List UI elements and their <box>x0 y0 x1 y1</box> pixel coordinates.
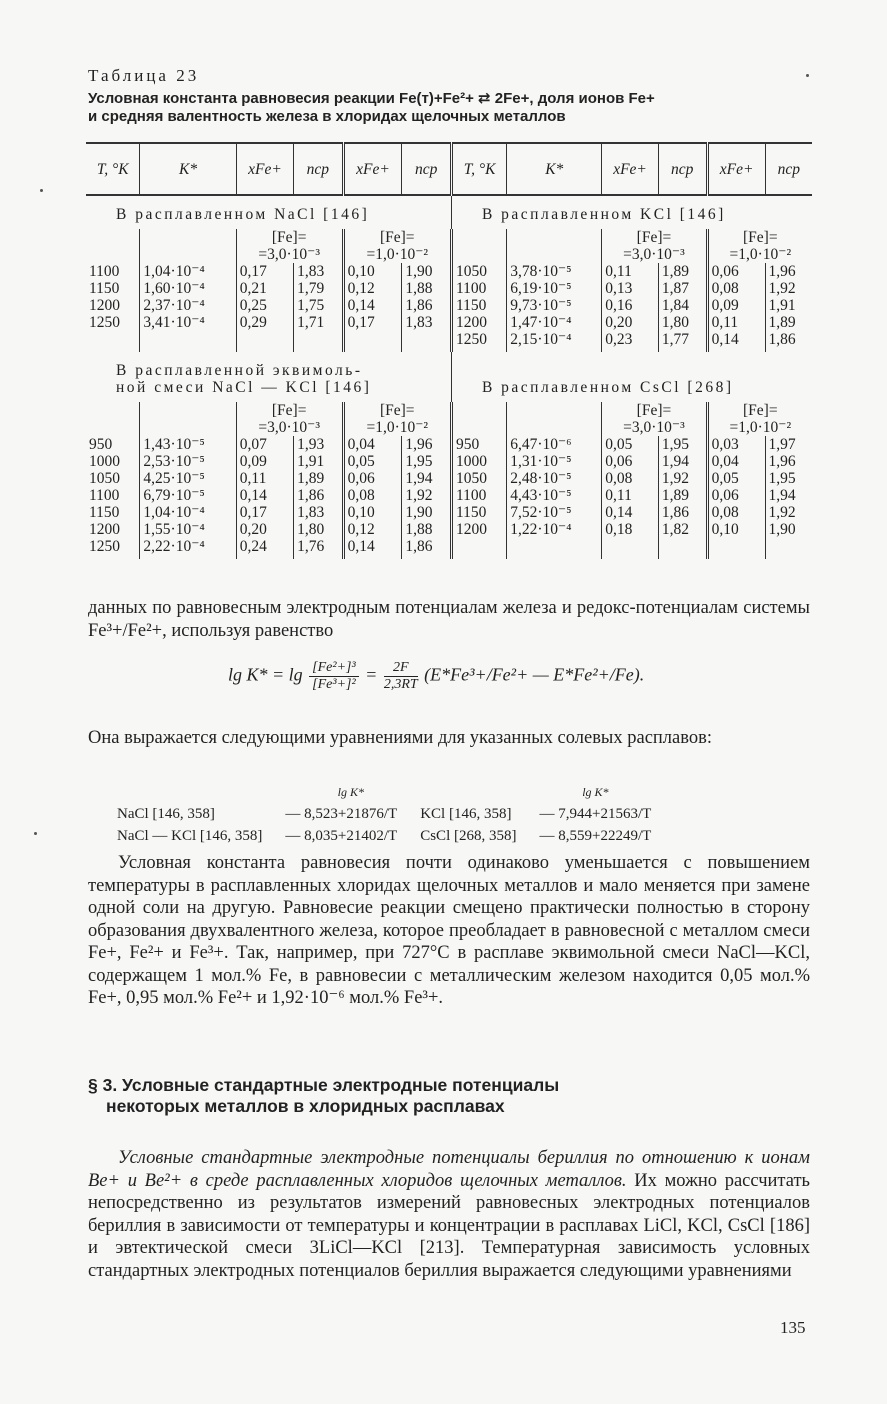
table-cell: 1,79 <box>294 280 344 297</box>
table-cell: 1200 <box>89 297 120 314</box>
table-cell: 6,47·10⁻⁶ <box>507 436 602 453</box>
empty-cell <box>507 419 602 436</box>
table-cell: 1150 <box>89 280 120 297</box>
table-cell: 0,14 <box>343 297 402 314</box>
equation-rhs: (E*Fe³+/Fe²+ — E*Fe²+/Fe). <box>424 664 645 685</box>
table-cell: 1,84 <box>658 297 707 314</box>
concentration-label: =1,0·10⁻² <box>707 246 812 263</box>
paragraph-2: Она выражается следующими уравнениями для указанных солевых расплавов: <box>88 728 712 748</box>
table-cell: 0,05 <box>343 453 402 470</box>
empty-cell <box>451 229 506 246</box>
table-row <box>86 331 812 352</box>
fraction-2 <box>384 660 418 693</box>
table-cell: 1,31·10⁻⁵ <box>507 453 602 470</box>
table-cell: 1,89 <box>765 314 812 331</box>
table-cell: 1,96 <box>402 436 452 453</box>
table-cell: 4,43·10⁻⁵ <box>507 487 602 504</box>
table-cell: 1,86 <box>294 487 344 504</box>
table-cell: 0,05 <box>707 470 765 487</box>
table-cell <box>707 538 765 559</box>
table-cell: 0,08 <box>707 280 765 297</box>
table-header-cell: xFe+ <box>707 143 765 195</box>
table-cell: 1,71 <box>294 314 344 331</box>
table-cell <box>86 331 140 352</box>
table-cell: 1150 <box>451 297 506 314</box>
paragraph-4-rest: Их можно рассчитать непосредственно из результатов измерений равновесных электродных потенциалов бериллия в зависимости от температуры и концентрации в расплавах LiCl, KCl, CsCl [186] и эвтектической смеси 3LiCl—KCl [213]. Температурная зависимость условных стандартных электродных потенциалов бериллия выражается следующими уравнениями <box>88 1170 810 1281</box>
table-cell: 0,17 <box>343 314 402 331</box>
table-cell: 1,60·10⁻⁴ <box>140 280 236 297</box>
concentration-label: [Fe]= <box>602 402 707 419</box>
fraction-2-numerator: 2F <box>384 660 418 677</box>
table-cell: 1000 <box>451 453 506 470</box>
table-row <box>86 504 812 521</box>
paragraph-3: Условная константа равновесия почти одинаково уменьшается с повышением температуры в расплавленных хлоридах щелочных металлов и мало меняется при замене одной соли на другую. Равновесие реакции смещено практически полностью в сторону образования двухвалентного железа, которое преобладает в равновесной с металлом смеси Fe+, Fe²+ и Fe³+. Так, например, при 727°C в расплаве эквимольной смеси NaCl—KCl, содержащем 1 мол.% Fe, в равновесии с металлическим железом находится 0,05 мол.% Fe+, 0,95 мол.% Fe²+ и 1,92·10⁻⁶ мол.% Fe³+. <box>88 853 810 1008</box>
concentration-label: [Fe]= <box>236 229 343 246</box>
section-title-left: В расплавленной эквимоль- ной смеси NaCl — KCl [146] <box>116 362 372 396</box>
section-title-right: В расплавленном CsCl [268] <box>451 352 812 402</box>
concentration-label: =3,0·10⁻³ <box>602 246 707 263</box>
table-cell <box>507 538 602 559</box>
section-title-right: В расплавленном KCl [146] <box>451 195 812 229</box>
paragraph-4-italic: Условные стандартные электродные потенциалы бериллия по отношению к ионам Be+ и Be²+ в среде расплавленных хлоридов щелочных металлов. <box>88 1148 810 1191</box>
table-row <box>86 263 812 280</box>
table-cell: 1100 <box>451 280 506 297</box>
fraction-1-denominator: [Fe³+]² <box>312 677 356 692</box>
table-cell: 1,86 <box>402 297 452 314</box>
eq-table-header-left: lg K* <box>337 785 364 799</box>
table-cell: 0,07 <box>236 436 293 453</box>
empty-cell <box>451 419 506 436</box>
concentration-label: =3,0·10⁻³ <box>236 419 343 436</box>
table-cell: 950 <box>89 436 113 453</box>
empty-cell <box>86 419 140 436</box>
table-cell: 2,22·10⁻⁴ <box>140 538 236 559</box>
table-cell: 3,41·10⁻⁴ <box>140 314 236 331</box>
table-cell: 1050 <box>451 263 506 280</box>
table-cell: 0,21 <box>236 280 293 297</box>
table-cell: 1,83 <box>294 263 344 280</box>
concentration-label: =1,0·10⁻² <box>343 246 451 263</box>
page-number: 135 <box>780 1318 806 1337</box>
table-cell: 1,90 <box>402 504 452 521</box>
table-header-cell: T, °K <box>86 143 140 195</box>
table-cell: 1,97 <box>765 436 812 453</box>
table-cell: 1,89 <box>658 487 707 504</box>
table-header-cell: T, °K <box>451 143 506 195</box>
equation-equals: = <box>365 664 378 685</box>
table-cell: 0,06 <box>602 453 659 470</box>
table-cell: 2,15·10⁻⁴ <box>507 331 602 352</box>
concentration-row <box>86 246 812 263</box>
table-cell: 1,92 <box>402 487 452 504</box>
table-cell: 1100 <box>89 487 120 504</box>
table-cell: 1,80 <box>294 521 344 538</box>
table-cell: 1200 <box>451 521 506 538</box>
table-row <box>86 453 812 470</box>
eq-expression: — 8,035+21402/T <box>285 828 398 844</box>
table-cell: 0,25 <box>236 297 293 314</box>
table-cell: 1050 <box>89 470 120 487</box>
table-cell: 1,92 <box>765 504 812 521</box>
table-cell: 0,12 <box>343 521 402 538</box>
empty-cell <box>507 402 602 419</box>
caption-line-1: Условная константа равновесия реакции Fe(т)+Fe²+ ⇄ 2Fe+, доля ионов Fe+ <box>88 90 655 107</box>
table-cell: 0,20 <box>236 521 293 538</box>
empty-cell <box>86 246 140 263</box>
table-cell: 1250 <box>89 538 120 555</box>
table-cell: 1,43·10⁻⁵ <box>140 436 236 453</box>
table-cell: 1,91 <box>765 297 812 314</box>
table-cell: 0,08 <box>602 470 659 487</box>
table-header-cell: nср <box>294 143 344 195</box>
concentration-label: =3,0·10⁻³ <box>236 246 343 263</box>
table-row <box>86 280 812 297</box>
eq-expression: — 8,559+22249/T <box>539 828 652 844</box>
section-title-row <box>86 352 812 402</box>
table-cell: 0,08 <box>343 487 402 504</box>
table-cell: 1,77 <box>658 331 707 352</box>
fraction-1 <box>309 660 359 693</box>
eq-salt: CsCl [268, 358] <box>420 828 517 844</box>
table-cell: 0,09 <box>707 297 765 314</box>
table-header-cell: nср <box>765 143 812 195</box>
table-cell: 1,95 <box>402 453 452 470</box>
concentration-label: [Fe]= <box>707 229 812 246</box>
table-cell: 0,10 <box>707 521 765 538</box>
table-cell: 1,86 <box>658 504 707 521</box>
table-cell: 7,52·10⁻⁵ <box>507 504 602 521</box>
table-cell: 1,92 <box>658 470 707 487</box>
table-cell: 1,83 <box>402 314 452 331</box>
empty-cell <box>507 229 602 246</box>
table-cell: 0,20 <box>602 314 659 331</box>
table-cell: 1,75 <box>294 297 344 314</box>
equation <box>228 660 644 693</box>
table-body <box>86 195 812 559</box>
table-cell: 1,94 <box>765 487 812 504</box>
empty-cell <box>140 419 236 436</box>
table-cell: 1,89 <box>658 263 707 280</box>
table-cell: 1250 <box>451 331 506 352</box>
table-cell: 1,04·10⁻⁴ <box>140 263 236 280</box>
table-cell: 1,95 <box>658 436 707 453</box>
table-header-cell: xFe+ <box>343 143 402 195</box>
table-cell: 1,04·10⁻⁴ <box>140 504 236 521</box>
caption-line-2: и средняя валентность железа в хлоридах щелочных металлов <box>88 108 566 125</box>
table-cell: 0,17 <box>236 504 293 521</box>
table-cell <box>451 538 506 559</box>
table-cell: 1,96 <box>765 453 812 470</box>
table-cell: 1,86 <box>765 331 812 352</box>
table-cell: 0,17 <box>236 263 293 280</box>
concentration-row <box>86 229 812 246</box>
table-cell <box>140 331 236 352</box>
table-cell <box>602 538 659 559</box>
empty-cell <box>451 402 506 419</box>
table-cell: 0,14 <box>707 331 765 352</box>
table-header-cell: K* <box>140 143 236 195</box>
eq-salt: NaCl [146, 358] <box>117 806 215 822</box>
table-cell: 1,90 <box>402 263 452 280</box>
section-title-row <box>86 195 812 229</box>
table-header-row <box>86 143 812 195</box>
concentration-label: =1,0·10⁻² <box>343 419 451 436</box>
scan-speck <box>806 74 809 77</box>
table-cell: 0,04 <box>707 453 765 470</box>
table-cell: 0,03 <box>707 436 765 453</box>
table-cell: 1,94 <box>402 470 452 487</box>
table-row <box>86 314 812 331</box>
concentration-label: [Fe]= <box>707 402 812 419</box>
eq-salt: KCl [146, 358] <box>420 806 512 822</box>
scan-speck <box>40 189 43 192</box>
table-row <box>86 297 812 314</box>
concentration-label: =3,0·10⁻³ <box>602 419 707 436</box>
table-cell: 0,08 <box>707 504 765 521</box>
table-row <box>86 521 812 538</box>
table-cell: 0,09 <box>236 453 293 470</box>
table-cell: 0,04 <box>343 436 402 453</box>
concentration-row <box>86 402 812 419</box>
table-cell: 1,87 <box>658 280 707 297</box>
fraction-2-denominator: 2,3RT <box>383 677 418 692</box>
empty-cell <box>451 246 506 263</box>
concentration-label: [Fe]= <box>236 402 343 419</box>
concentration-row <box>86 419 812 436</box>
table-cell: 2,53·10⁻⁵ <box>140 453 236 470</box>
table-header-cell: nср <box>402 143 452 195</box>
table-cell: 0,11 <box>602 487 659 504</box>
table-cell: 3,78·10⁻⁵ <box>507 263 602 280</box>
table-cell: 1,47·10⁻⁴ <box>507 314 602 331</box>
table-cell: 1,94 <box>658 453 707 470</box>
fraction-1-numerator: [Fe²+]³ <box>309 660 359 677</box>
table-cell: 0,06 <box>343 470 402 487</box>
empty-cell <box>86 402 140 419</box>
table-cell: 1200 <box>451 314 506 331</box>
table-cell: 0,10 <box>343 504 402 521</box>
empty-cell <box>140 246 236 263</box>
concentration-label: [Fe]= <box>602 229 707 246</box>
scan-speck <box>34 832 37 835</box>
table-cell <box>765 538 812 559</box>
table-row <box>86 470 812 487</box>
table-cell: 6,79·10⁻⁵ <box>140 487 236 504</box>
eq-salt: NaCl — KCl [146, 358] <box>117 828 263 844</box>
table-header-cell: nср <box>658 143 707 195</box>
table-cell: 1000 <box>89 453 120 470</box>
table-cell: 0,06 <box>707 487 765 504</box>
table-header-cell: xFe+ <box>602 143 659 195</box>
table-cell: 4,25·10⁻⁵ <box>140 470 236 487</box>
table-cell: 1250 <box>89 314 120 331</box>
table-caption <box>88 90 788 126</box>
heading-line-1: § 3. Условные стандартные электродные потенциалы <box>88 1075 560 1095</box>
table-cell: 1,92 <box>765 280 812 297</box>
concentration-label: [Fe]= <box>343 229 451 246</box>
eq-table-row <box>116 804 652 824</box>
table-cell: 1,91 <box>294 453 344 470</box>
table-cell: 1,96 <box>765 263 812 280</box>
table-cell <box>402 331 452 352</box>
concentration-label: =1,0·10⁻² <box>707 419 812 436</box>
table-cell: 1,89 <box>294 470 344 487</box>
paragraph-1: данных по равновесным электродным потенциалам железа и редокс-потенциалам системы Fe³+/Fe²+, используя равенство <box>88 598 810 641</box>
table-cell: 1,93 <box>294 436 344 453</box>
equation-table <box>114 780 654 848</box>
table-cell <box>658 538 707 559</box>
eq-table-row <box>116 826 652 846</box>
empty-cell <box>140 402 236 419</box>
table-cell: 0,12 <box>343 280 402 297</box>
table-cell: 0,23 <box>602 331 659 352</box>
empty-cell <box>140 229 236 246</box>
table-cell: 1,55·10⁻⁴ <box>140 521 236 538</box>
table-cell: 0,24 <box>236 538 293 559</box>
table-cell: 1150 <box>89 504 120 521</box>
table-cell <box>294 331 344 352</box>
table-cell: 0,05 <box>602 436 659 453</box>
section-heading <box>88 1075 559 1117</box>
table-cell: 1050 <box>451 470 506 487</box>
section-title-left: В расплавленном NaCl [146] <box>116 206 370 223</box>
table-cell: 1,76 <box>294 538 344 559</box>
table-cell: 0,18 <box>602 521 659 538</box>
table-cell: 1,95 <box>765 470 812 487</box>
table-cell: 1,88 <box>402 521 452 538</box>
table-cell: 0,14 <box>602 504 659 521</box>
equilibrium-table <box>86 142 812 559</box>
table-number: Таблица 23 <box>88 66 200 85</box>
empty-cell <box>507 246 602 263</box>
table-cell: 1,86 <box>402 538 452 559</box>
table-cell <box>343 331 402 352</box>
table-cell: 1,22·10⁻⁴ <box>507 521 602 538</box>
table-cell: 1,83 <box>294 504 344 521</box>
table-cell: 0,14 <box>343 538 402 559</box>
table-cell: 1100 <box>89 263 120 280</box>
table-cell: 0,14 <box>236 487 293 504</box>
table-cell: 1,82 <box>658 521 707 538</box>
table-header-cell: K* <box>507 143 602 195</box>
table-cell: 0,11 <box>602 263 659 280</box>
eq-expression: — 7,944+21563/T <box>539 806 652 822</box>
table-cell: 0,06 <box>707 263 765 280</box>
table-cell <box>236 331 293 352</box>
concentration-label: [Fe]= <box>343 402 451 419</box>
table-row <box>86 487 812 504</box>
table-row <box>86 436 812 453</box>
eq-expression: — 8,523+21876/T <box>285 806 398 822</box>
table-cell: 1100 <box>451 487 506 504</box>
table-cell: 6,19·10⁻⁵ <box>507 280 602 297</box>
table-cell: 1,90 <box>765 521 812 538</box>
table-cell: 1,80 <box>658 314 707 331</box>
table-row <box>86 538 812 559</box>
table-cell: 2,48·10⁻⁵ <box>507 470 602 487</box>
table-cell: 9,73·10⁻⁵ <box>507 297 602 314</box>
empty-cell <box>86 229 140 246</box>
table-cell: 0,16 <box>602 297 659 314</box>
table-cell: 1200 <box>89 521 120 538</box>
table-header-cell: xFe+ <box>236 143 293 195</box>
table-cell: 0,10 <box>343 263 402 280</box>
table-cell: 2,37·10⁻⁴ <box>140 297 236 314</box>
paragraph-4 <box>88 1147 810 1282</box>
table-cell: 1,88 <box>402 280 452 297</box>
equation-lhs: lg K* = lg <box>228 664 303 685</box>
table-cell: 950 <box>451 436 506 453</box>
eq-table-header-right: lg K* <box>582 785 609 799</box>
table-cell: 0,29 <box>236 314 293 331</box>
table-cell: 0,13 <box>602 280 659 297</box>
table-cell: 0,11 <box>236 470 293 487</box>
table-cell: 1150 <box>451 504 506 521</box>
heading-line-2: некоторых металлов в хлоридных расплавах <box>106 1096 505 1116</box>
table-cell: 0,11 <box>707 314 765 331</box>
